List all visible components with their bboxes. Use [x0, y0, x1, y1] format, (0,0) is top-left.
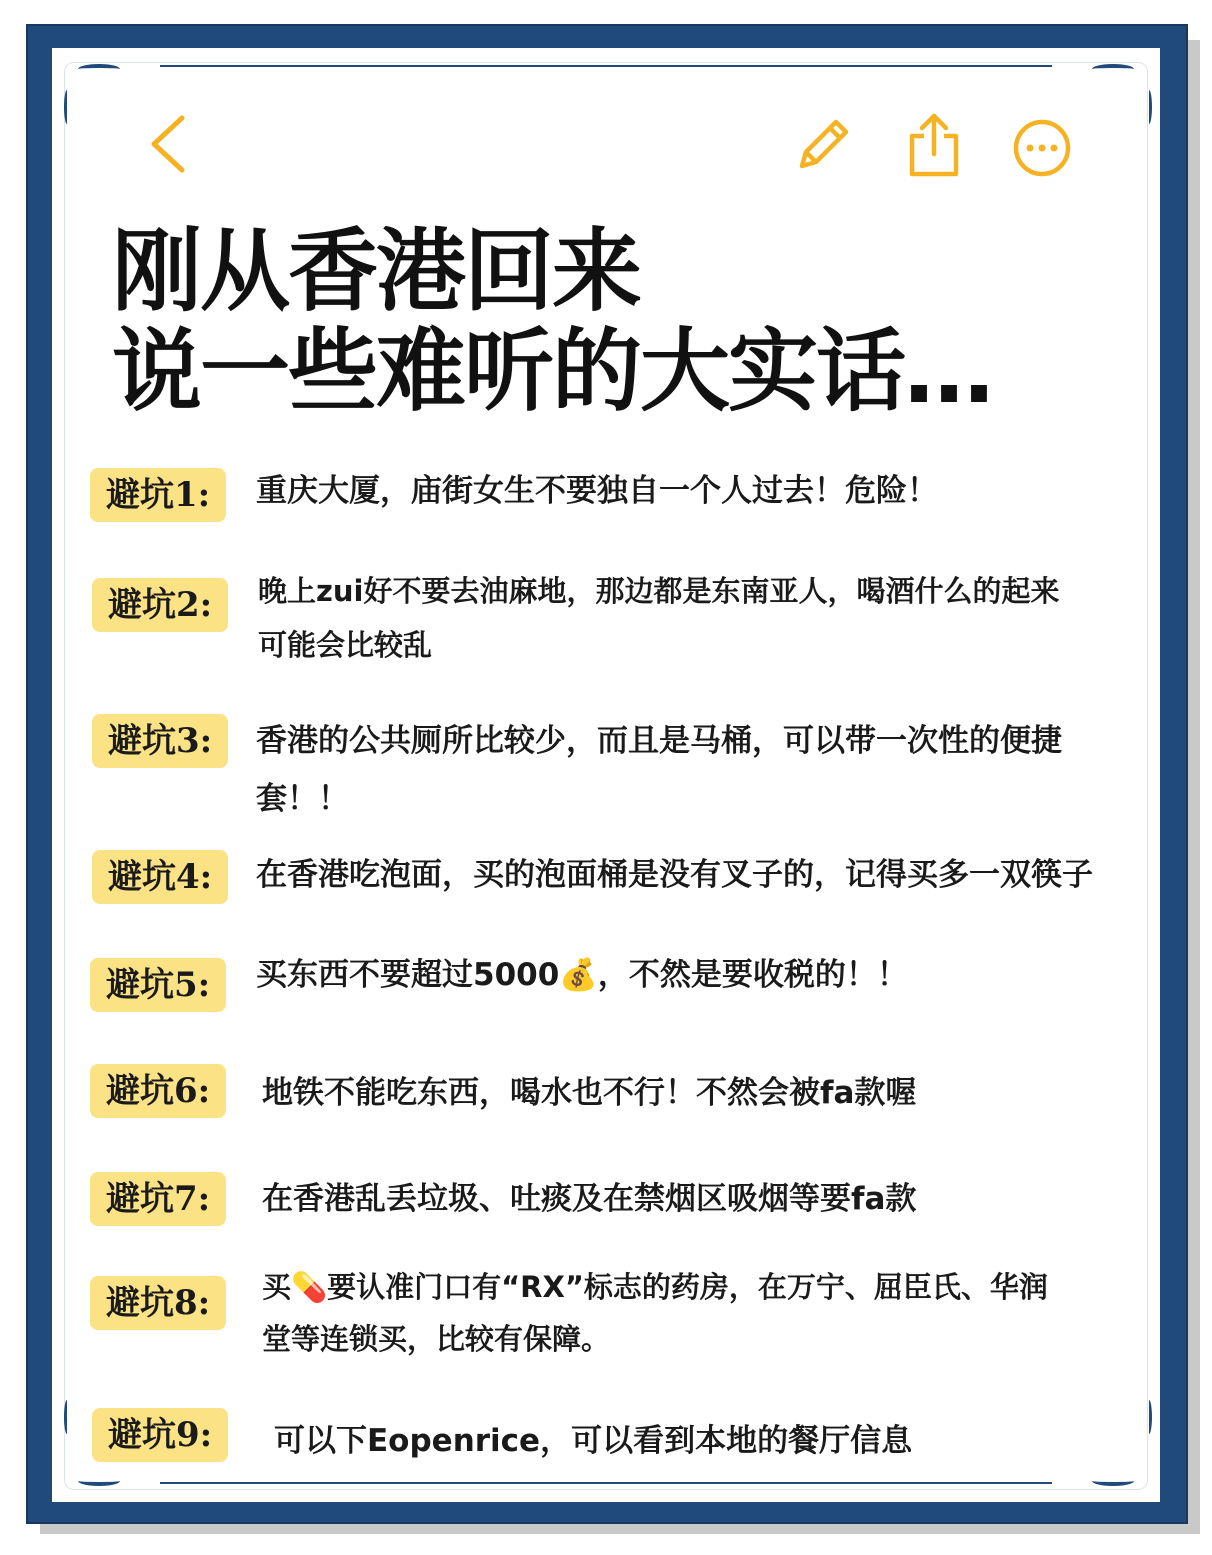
bottom-divider [160, 1482, 1052, 1484]
tip-badge: 避坑5: [90, 958, 226, 1012]
title-text: 刚从 [112, 219, 288, 324]
share-icon[interactable] [906, 110, 962, 180]
page-title [112, 219, 992, 424]
corner-ornament [1092, 1476, 1134, 1486]
side-ornament [1146, 1400, 1152, 1434]
tip-text: 买💊要认准门口有“RX”标志的药房，在万宁、屈臣氏、华润 [262, 1270, 1048, 1304]
corner-ornament [1092, 64, 1134, 74]
corner-ornament [78, 1476, 120, 1486]
tip-text: 在香港吃泡面，买的泡面桶是没有叉子的，记得买多一双筷子 [256, 857, 1093, 893]
tip-text: 在香港乱丢垃圾、吐痰及在禁烟区吸烟等要fa款 [262, 1181, 917, 1217]
tip-badge: 避坑7: [90, 1172, 226, 1226]
pencil-icon[interactable] [792, 114, 854, 176]
side-ornament [64, 90, 70, 124]
tip-text: 可能会比较乱 [258, 628, 433, 662]
corner-ornament [78, 64, 120, 74]
tip-text: 套！！ [256, 781, 349, 817]
tip-text: 买东西不要超过5000💰，不然是要收税的！！ [256, 957, 908, 993]
title-line-1 [112, 219, 992, 324]
tip-text: 堂等连锁买，比较有保障。 [262, 1322, 611, 1356]
top-divider [160, 65, 1052, 67]
title-highlight-text: 香港 [288, 219, 464, 324]
tip-text: 香港的公共厕所比较少，而且是马桶，可以带一次性的便捷 [256, 723, 1062, 759]
tip-text: 晚上zui好不要去油麻地，那边都是东南亚人，喝酒什么的起来 [258, 574, 1060, 608]
chevron-left-icon[interactable] [146, 114, 190, 174]
tip-badge: 避坑1: [90, 468, 226, 522]
tip-badge: 避坑8: [90, 1276, 226, 1330]
tip-badge: 避坑3: [92, 714, 228, 768]
title-highlight [288, 219, 464, 324]
title-text: 回来 [464, 219, 640, 324]
more-icon[interactable] [1012, 118, 1072, 178]
tip-badge: 避坑9: [92, 1408, 228, 1462]
title-line-2: 说一些难听的大实话… [112, 319, 992, 424]
tip-text: 地铁不能吃东西，喝水也不行！不然会被fa款喔 [262, 1075, 917, 1111]
tip-text: 可以下Eopenrice，可以看到本地的餐厅信息 [274, 1423, 913, 1459]
tip-badge: 避坑6: [90, 1064, 226, 1118]
tip-badge: 避坑2: [92, 578, 228, 632]
tip-badge: 避坑4: [92, 850, 228, 904]
tip-text: 重庆大厦，庙街女生不要独自一个人过去！危险！ [256, 473, 938, 509]
side-ornament [1146, 90, 1152, 124]
side-ornament [64, 1400, 70, 1434]
